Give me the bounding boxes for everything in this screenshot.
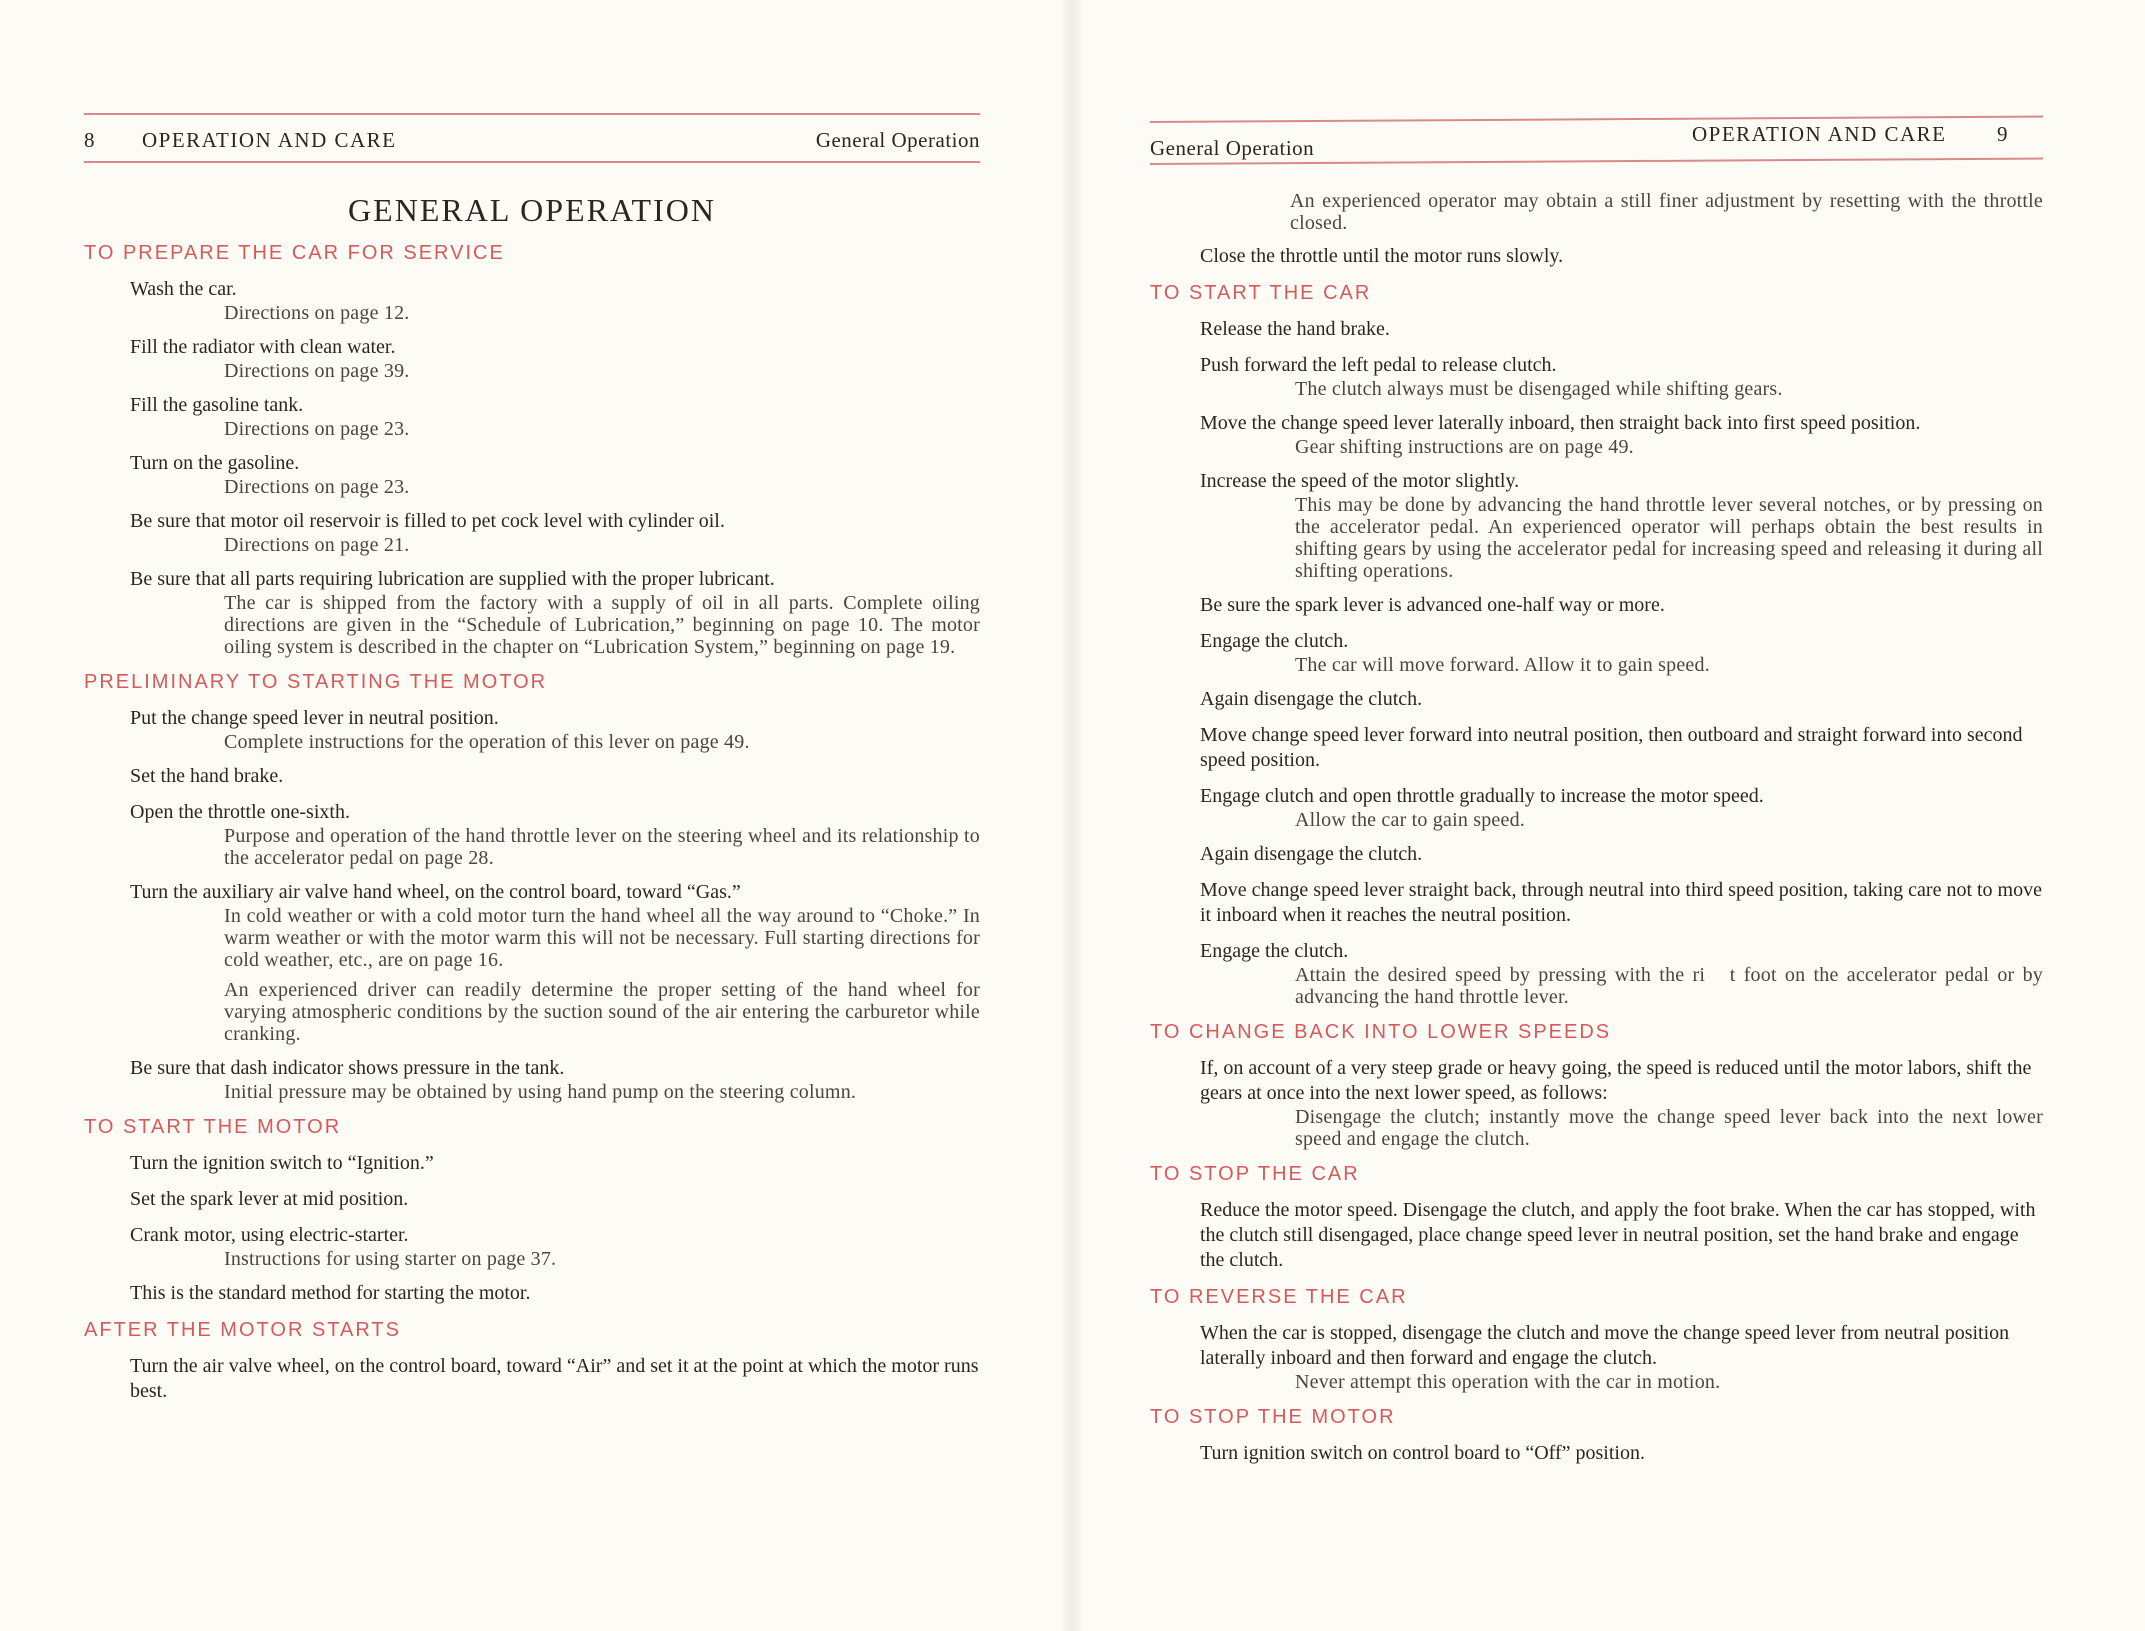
instruction-note: An experienced driver can readily determine the proper setting of the hand wheel for varying atmospheric conditions by the suction sound of the air entering the carburetor while cranking.: [224, 979, 980, 1045]
instruction-item: [1150, 1321, 2043, 1393]
section-heading: TO STOP THE MOTOR: [1150, 1406, 1396, 1428]
instruction-item: [84, 1354, 980, 1404]
intro-instruction: Close the throttle until the motor runs slowly.: [1200, 245, 1564, 267]
instruction-item: [1150, 723, 2043, 773]
left-running-title: OPERATION AND CARE: [142, 128, 397, 152]
instruction-item: [1150, 939, 2043, 1008]
instruction-text: Open the throttle one-sixth.: [130, 801, 350, 823]
instruction-item: [1150, 593, 2043, 618]
instruction-text: Move change speed lever straight back, through neutral into third speed position, taking care not to move it inboard when it reaches the neutral position.: [1200, 879, 2042, 926]
instruction-note: Disengage the clutch; instantly move the change speed lever back into the next lower speed and engage the clutch.: [1295, 1106, 2043, 1150]
instruction-item: [84, 1281, 980, 1306]
right-page-number: 9: [1997, 122, 2008, 146]
left-section-label: General Operation: [815, 128, 980, 152]
instruction-item: [84, 1151, 980, 1176]
instruction-note: Gear shifting instructions are on page 49.: [1295, 436, 1634, 458]
instruction-note: The car will move forward. Allow it to gain speed.: [1295, 654, 1710, 676]
instruction-text: Wash the car.: [130, 278, 237, 300]
intro-note: An experienced operator may obtain a still finer adjustment by resetting with the throttle closed.: [1290, 190, 2043, 234]
instruction-item: [84, 393, 980, 440]
instruction-item: [84, 1056, 980, 1103]
section-heading: TO CHANGE BACK INTO LOWER SPEEDS: [1150, 1021, 1612, 1043]
instruction-item: [1150, 878, 2043, 928]
instruction-item: [84, 335, 980, 382]
instruction-text: Engage clutch and open throttle gradually to increase the motor speed.: [1200, 785, 1764, 807]
instruction-text: Put the change speed lever in neutral position.: [130, 707, 499, 729]
instruction-text: Set the hand brake.: [130, 765, 284, 787]
instruction-text: Engage the clutch.: [1200, 630, 1349, 652]
instruction-text: Set the spark lever at mid position.: [130, 1188, 409, 1210]
instruction-item: [84, 880, 980, 1045]
instruction-text: Turn on the gasoline.: [130, 452, 300, 474]
instruction-item: [1150, 469, 2043, 582]
instruction-note: Directions on page 23.: [224, 476, 410, 498]
instruction-text: Fill the gasoline tank.: [130, 394, 304, 416]
left-page-number: 8: [84, 128, 95, 152]
instruction-note: The car is shipped from the factory with a supply of oil in all parts. Complete oiling directions are given in the “Schedule of Lubrication,” beginning on page 10. The motor oiling system is described in the chapter on “Lubrication System,” beginning on page 19.: [224, 592, 980, 658]
instruction-note: Instructions for using starter on page 37.: [224, 1248, 557, 1270]
instruction-text: Crank motor, using electric-starter.: [130, 1224, 409, 1246]
section-heading: TO START THE CAR: [1150, 282, 1372, 304]
section-heading: TO PREPARE THE CAR FOR SERVICE: [84, 242, 505, 264]
instruction-item: [84, 451, 980, 498]
instruction-note: Directions on page 23.: [224, 418, 410, 440]
section-heading: PRELIMINARY TO STARTING THE MOTOR: [84, 671, 548, 693]
right-section-label: General Operation: [1150, 136, 1315, 160]
instruction-note: This may be done by advancing the hand throttle lever several notches, or by pressing on the accelerator pedal. An experienced operator will perhaps obtain the best results in shifting gears by using the accelerator pedal for increasing speed and releasing it during all shifting operations.: [1295, 494, 2043, 582]
instruction-item: [84, 509, 980, 556]
instruction-item: [1150, 687, 2043, 712]
instruction-text: This is the standard method for starting the motor.: [130, 1282, 531, 1304]
instruction-item: [84, 1223, 980, 1270]
instruction-note: Directions on page 21.: [224, 534, 410, 556]
instruction-item: [1150, 353, 2043, 400]
instruction-note: Directions on page 39.: [224, 360, 410, 382]
instruction-item: [1150, 317, 2043, 342]
instruction-text: Turn the auxiliary air valve hand wheel, on the control board, toward “Gas.”: [130, 881, 741, 903]
page-gutter: [1060, 0, 1084, 1631]
instruction-item: [84, 800, 980, 869]
instruction-note: Attain the desired speed by pressing with the ri t foot on the accelerator pedal or by advancing the hand throttle lever.: [1295, 964, 2043, 1008]
instruction-text: Reduce the motor speed. Disengage the clutch, and apply the foot brake. When the car has stopped, with the clutch still disengaged, place change speed lever in neutral position, set the hand brake and engage the clutch.: [1200, 1199, 2036, 1271]
instruction-text: Turn ignition switch on control board to “Off” position.: [1200, 1442, 1645, 1464]
instruction-text: Be sure that dash indicator shows pressure in the tank.: [130, 1057, 565, 1079]
instruction-item: [1150, 842, 2043, 867]
instruction-item: [84, 764, 980, 789]
instruction-text: Release the hand brake.: [1200, 318, 1390, 340]
right-running-title: OPERATION AND CARE: [1692, 122, 1947, 146]
instruction-text: Be sure that all parts requiring lubrication are supplied with the proper lubricant.: [130, 568, 775, 590]
section-heading: TO REVERSE THE CAR: [1150, 1286, 1408, 1308]
instruction-note: Complete instructions for the operation of this lever on page 49.: [224, 731, 750, 753]
instruction-item: [1150, 1198, 2043, 1273]
instruction-text: Be sure that motor oil reservoir is filled to pet cock level with cylinder oil.: [130, 510, 725, 532]
instruction-item: [1150, 1056, 2043, 1150]
instruction-text: If, on account of a very steep grade or heavy going, the speed is reduced until the motor labors, shift the gears at once into the next lower speed, as follows:: [1200, 1057, 2032, 1104]
instruction-text: Push forward the left pedal to release clutch.: [1200, 354, 1557, 376]
instruction-text: Move the change speed lever laterally inboard, then straight back into first speed position.: [1200, 412, 1921, 434]
instruction-text: Engage the clutch.: [1200, 940, 1349, 962]
instruction-item: [84, 277, 980, 324]
section-heading: TO START THE MOTOR: [84, 1116, 342, 1138]
header-bottom-rule: [84, 161, 980, 163]
instruction-text: Again disengage the clutch.: [1200, 843, 1423, 865]
right-page-content: [1150, 190, 2043, 1477]
instruction-item: [1150, 784, 2043, 831]
instruction-note: In cold weather or with a cold motor turn the hand wheel all the way around to “Choke.” In warm weather or with the motor warm this will not be necessary. Full starting directions for cold weather, etc., are on page 16.: [224, 905, 980, 971]
instruction-item: [84, 567, 980, 658]
instruction-item: [1150, 1441, 2043, 1466]
instruction-note: The clutch always must be disengaged while shifting gears.: [1295, 378, 1783, 400]
left-page-content: [84, 192, 980, 1415]
instruction-item: [84, 706, 980, 753]
instruction-item: [84, 1187, 980, 1212]
instruction-note: Never attempt this operation with the car in motion.: [1295, 1371, 1721, 1393]
section-heading: TO STOP THE CAR: [1150, 1163, 1360, 1185]
instruction-text: Again disengage the clutch.: [1200, 688, 1423, 710]
instruction-text: When the car is stopped, disengage the clutch and move the change speed lever from neutral position laterally inboard and then forward and engage the clutch.: [1200, 1322, 2010, 1369]
instruction-text: Be sure the spark lever is advanced one-half way or more.: [1200, 594, 1665, 616]
section-heading: AFTER THE MOTOR STARTS: [84, 1319, 401, 1341]
instruction-note: Allow the car to gain speed.: [1295, 809, 1525, 831]
instruction-text: Move change speed lever forward into neutral position, then outboard and straight forward into second speed position.: [1200, 724, 2023, 771]
header-top-rule: [84, 113, 980, 115]
instruction-item: [1150, 411, 2043, 458]
instruction-item: [1150, 629, 2043, 676]
page-title: GENERAL OPERATION: [348, 192, 716, 228]
instruction-note: Directions on page 12.: [224, 302, 410, 324]
instruction-text: Fill the radiator with clean water.: [130, 336, 396, 358]
instruction-text: Turn the air valve wheel, on the control board, toward “Air” and set it at the point at which the motor runs best.: [130, 1355, 979, 1402]
instruction-note: Purpose and operation of the hand throttle lever on the steering wheel and its relationship to the accelerator pedal on page 28.: [224, 825, 980, 869]
instruction-text: Increase the speed of the motor slightly.: [1200, 470, 1520, 492]
instruction-text: Turn the ignition switch to “Ignition.”: [130, 1152, 434, 1174]
instruction-note: Initial pressure may be obtained by using hand pump on the steering column.: [224, 1081, 857, 1103]
